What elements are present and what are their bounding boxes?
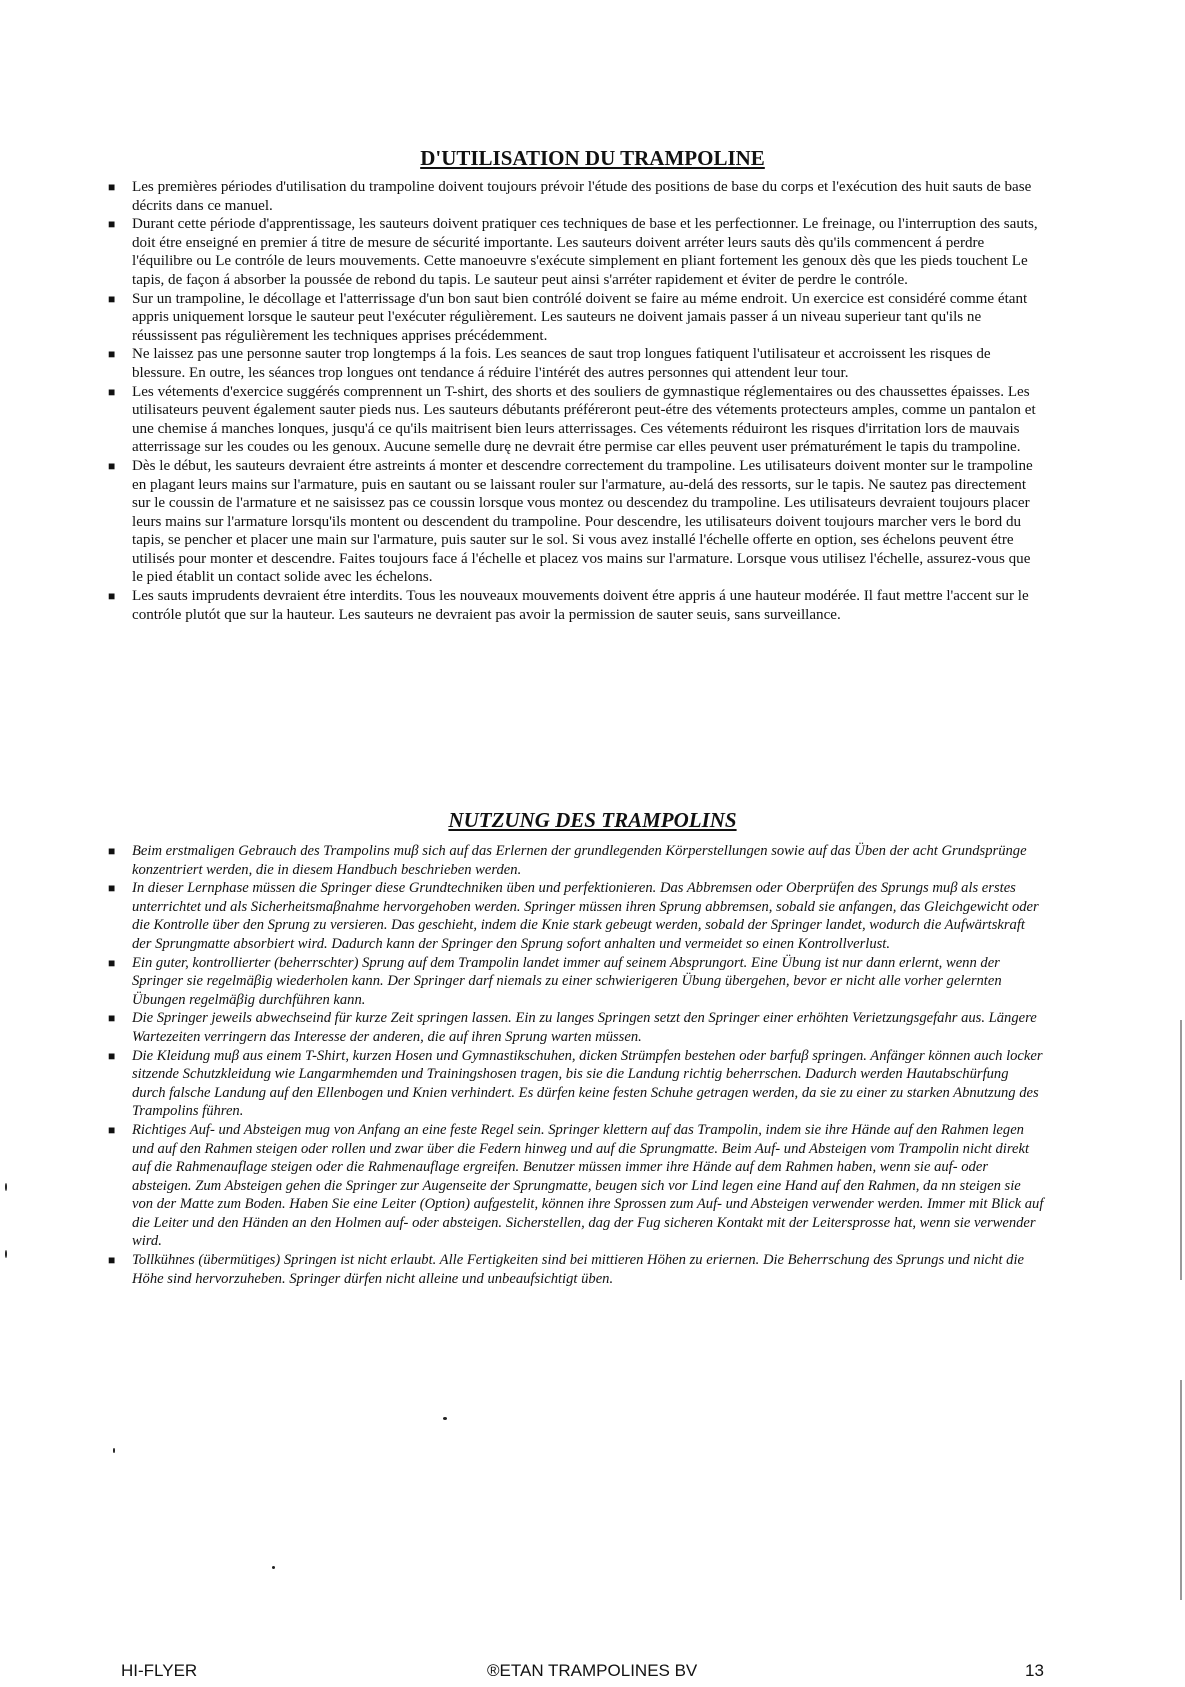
german-section-title: NUTZUNG DES TRAMPOLINS [448, 808, 737, 832]
bullet-icon: ■ [108, 1253, 116, 1268]
scan-speck [5, 1250, 7, 1258]
scan-speck [443, 1417, 447, 1420]
german-bullet-list [104, 842, 1044, 1288]
list-item [104, 457, 1044, 587]
list-item-text: Dès le début, les sauteurs devraient étre astreints á monter et descendre correctement du trampoline. Les utilisateurs doivent monter sur le trampoline en plagant leurs mains sur l'armature, puis en sautant ou se laissant rouler sur l'armature, au-delá des ressorts, sur le tapis. Ne sautez pas directement sur le coussin de l'armature et ne saisissez pas ce coussin lorsque vous montez ou descendez du trampoline. Les utilisateurs devraient toujours placer leurs mains sur l'armature lorsqu'ils montent ou descendent du trampoline. Pour descendre, les utilisateurs doivent toujours marcher vers le bord du tapis, se pencher et placer une main sur l'armature, puis sauter sur le sol. Si vous avez installé l'échelle offerte en option, ses échelons peuvent étre utilisés pour monter et descendre. Faites toujours face á l'échelle et placez vos mains sur l'armature. Lorsque vous utilisez l'échelle, assurez-vous que le pied établit un contact solide avec les échelons. [132, 457, 1033, 586]
list-item [104, 954, 1044, 1010]
page-number: 13 [1025, 1661, 1044, 1680]
bullet-icon: ■ [108, 955, 116, 970]
list-item [104, 345, 1044, 382]
bullet-icon: ■ [108, 844, 116, 858]
list-item-text: Les sauts imprudents devraient étre interdits. Tous les nouveaux mouvements doivent étre appris á une hauteur modérée. Il faut mettre l'accent sur le contróle plutót que sur la hauteur. Les sauteurs ne devraient pas avoir la permission de sauter seuis, sans surveillance. [132, 588, 1029, 623]
list-item-text: Die Kleidung muβ aus einem T-Shirt, kurzen Hosen und Gymnastikschuhen, dicken Strümpfen bestehen oder barfuβ springen. Anfänger können auch locker sitzende Schutzkleidung wie Langarmhemden und Trainingshosen tragen, bis sie die Landung richtig beherrschen. Dadurch werden Hautabschürfung durch falsche Landung auf den Ellenbogen und Knien verhindert. Es dürfen keine festen Schuhe getragen werden, da sie zu einer zu starken Abnutzung des Trampolins führen. [132, 1047, 1043, 1120]
list-item [104, 1121, 1044, 1251]
bullet-icon: ■ [108, 881, 116, 896]
french-bullet-list [104, 178, 1044, 624]
list-item-text: Les premières périodes d'utilisation du trampoline doivent toujours prévoir l'étude des positions de base du corps et l'exécution des huit sauts de base décrits dans ce manuel. [132, 179, 1032, 214]
bullet-icon: ■ [108, 347, 116, 362]
list-item [104, 1047, 1044, 1121]
scan-speck [5, 1183, 7, 1191]
list-item [104, 842, 1044, 879]
list-item [104, 290, 1044, 346]
list-item [104, 383, 1044, 457]
list-item-text: Die Springer jeweils abwechseind für kurze Zeit springen lassen. Ein zu langes Springen setzt den Springer einer erhöhten Verietzungsgefahr aus. Längere Wartezeiten verringern das Interesse der anderen, die auf ihren Sprung warten müssen. [132, 1010, 1037, 1045]
french-section-title: D'UTILISATION DU TRAMPOLINE [420, 146, 765, 170]
bullet-icon: ■ [108, 1011, 116, 1026]
list-item [104, 215, 1044, 289]
scan-speck [113, 1448, 115, 1453]
scan-edge-mark [1180, 1380, 1182, 1600]
list-item-text: Beim erstmaligen Gebrauch des Trampolins muβ sich auf das Erlernen der grundlegenden Körperstellungen sowie auf das Üben der acht Grundsprünge konzentriert werden, die in diesem Handbuch beschrieben werden. [132, 843, 1027, 878]
list-item [104, 1251, 1044, 1288]
footer-company: ®ETAN TRAMPOLINES BV [487, 1661, 698, 1680]
list-item-text: In dieser Lernphase müssen die Springer diese Grundtechniken üben und perfektionieren. Das Abbremsen oder Oberprüfen des Sprungs muβ als erstes unterrichtet und als Sicherheitsmaβnahme hervorgehoben werden. Springer müssen ihren Sprung abbremsen, sobald sie anfangen, das Gleichgewicht oder die Kontrolle über den Sprung zu versieren. Das geschieht, indem die Knie stark gebeugt werden, sobald der Springer landet, wodurch die Aufwärtskraft der Sprungmatte absorbiert wird. Dadurch kann der Springer den Sprung sofort anhalten und vermeidet so einen Kontrollverlust. [132, 880, 1039, 952]
scan-speck [272, 1566, 275, 1569]
bullet-icon: ■ [108, 458, 116, 473]
bullet-icon: ■ [108, 589, 116, 604]
list-item-text: Tollkühnes (übermütiges) Springen ist nicht erlaubt. Alle Fertigkeiten sind bei mittieren Höhen zu eriernen. Die Beherrschung des Sprungs und nicht die Höhe sind hervorzuheben. Springer dürfen nicht alleine und unbeaufsichtigt üben. [132, 1252, 1024, 1287]
bullet-icon: ■ [108, 180, 116, 194]
list-item-text: Sur un trampoline, le décollage et l'atterrissage d'un bon saut bien contrólé doivent se faire au méme endroit. Un exercice est considéré comme étant appris uniquement lorsque le sauteur peut l'exécuter régulièrement. Les sauteurs ne doivent jamais passer á un niveau superieur tant qu'ils ne réussissent pas régulièrement les techniques apprises précédemment. [132, 290, 1028, 344]
scan-edge-mark [1180, 1020, 1182, 1280]
footer-product-name: HI-FLYER [121, 1661, 198, 1680]
bullet-icon: ■ [108, 217, 116, 232]
list-item-text: Durant cette période d'apprentissage, les sauteurs doivent pratiquer ces techniques de base et les perfectionner. Le freinage, ou l'interruption des sauts, doit étre enseigné en premier á titre de mesure de sécurité importante. Les sauteurs doivent arréter leurs sauts dès qu'ils commencent á perdre l'équilibre ou Le contróle de leurs mouvements. Cette manoeuvre s'exécute simplement en pliant fortement les genoux dès que les pieds touchent Le tapis, de façon á absorber la poussée de rebond du tapis. Le sauteur peut ainsi s'arréter rapidement et éviter de perdre le contróle. [132, 216, 1038, 288]
list-item [104, 1009, 1044, 1046]
list-item-text: Richtiges Auf- und Absteigen mug von Anfang an eine feste Regel sein. Springer klettern auf das Trampolin, indem sie ihre Hände auf den Rahmen legen und auf den Rahmen steigen oder rollen und zwar über die Federn hinweg und auf die Sprungmatte. Beim Auf- und Absteigen vom Trampolin nicht direkt auf die Rahmenauflage steigen oder die Rahmenauflage ergreifen. Benutzer müssen immer ihre Hände auf dem Rahmen haben, wenn sie auf- oder absteigen. Zum Absteigen gehen die Springer zur Augenseite der Sprungmatte, beugen sich vor Lind legen eine Hand auf den Rahmen, da nn steigen sie von der Matte zum Boden. Haben Sie eine Leiter (Option) aufgestelit, können ihre Sprossen zum Auf- und Absteigen verwender werden. Immer mit Blick auf die Leiter und den Händen an den Holmen auf- oder absteigen. Sicherstellen, dag der Fug sicheren Kontakt mit der Leitersprosse hat, wenn sie verwender wird. [132, 1121, 1044, 1250]
bullet-icon: ■ [108, 384, 116, 399]
list-item-text: Ein guter, kontrollierter (beherrschter) Sprung auf dem Trampolin landet immer auf seinem Absprungort. Eine Übung ist nur dann erlernt, wenn der Springer sie regelmäβig wiederholen kann. Der Springer darf niemals zu einer schwierigeren Übung übergehen, bevor er nicht alle vorher gelernten Übungen regelmäβig durchführen kann. [132, 954, 1002, 1008]
list-item-text: Ne laissez pas une personne sauter trop longtemps á la fois. Les seances de saut trop longues fatiquent l'utilisateur et accroissent les risques de blessure. En outre, les séances trop longues ont tendance á réduire l'intérét des autres personnes qui attendent leur tour. [132, 346, 991, 381]
bullet-icon: ■ [108, 1048, 116, 1063]
list-item [104, 178, 1044, 215]
list-item [104, 879, 1044, 953]
bullet-icon: ■ [108, 1122, 116, 1137]
bullet-icon: ■ [108, 291, 116, 306]
list-item-text: Les vétements d'exercice suggérés comprennent un T-shirt, des shorts et des souliers de gymnastique réglementaires ou des chaussettes épaisses. Les utilisateurs peuvent également sauter pieds nus. Les sauteurs débutants préféreront peut-étre des vétements protecteurs amples, comme un pantalon et une chemise á manches lonques, jusqu'á ce qu'ils maitrisent bien leurs atterrissages. Ces vétements réduiront les risques d'irritation lors de mauvais atterrissage sur les coudes ou les genoux. Aucune semelle durę ne devrait étre permise car elles peuvent user prématurément le tapis du trampoline. [132, 383, 1036, 456]
list-item [104, 587, 1044, 624]
